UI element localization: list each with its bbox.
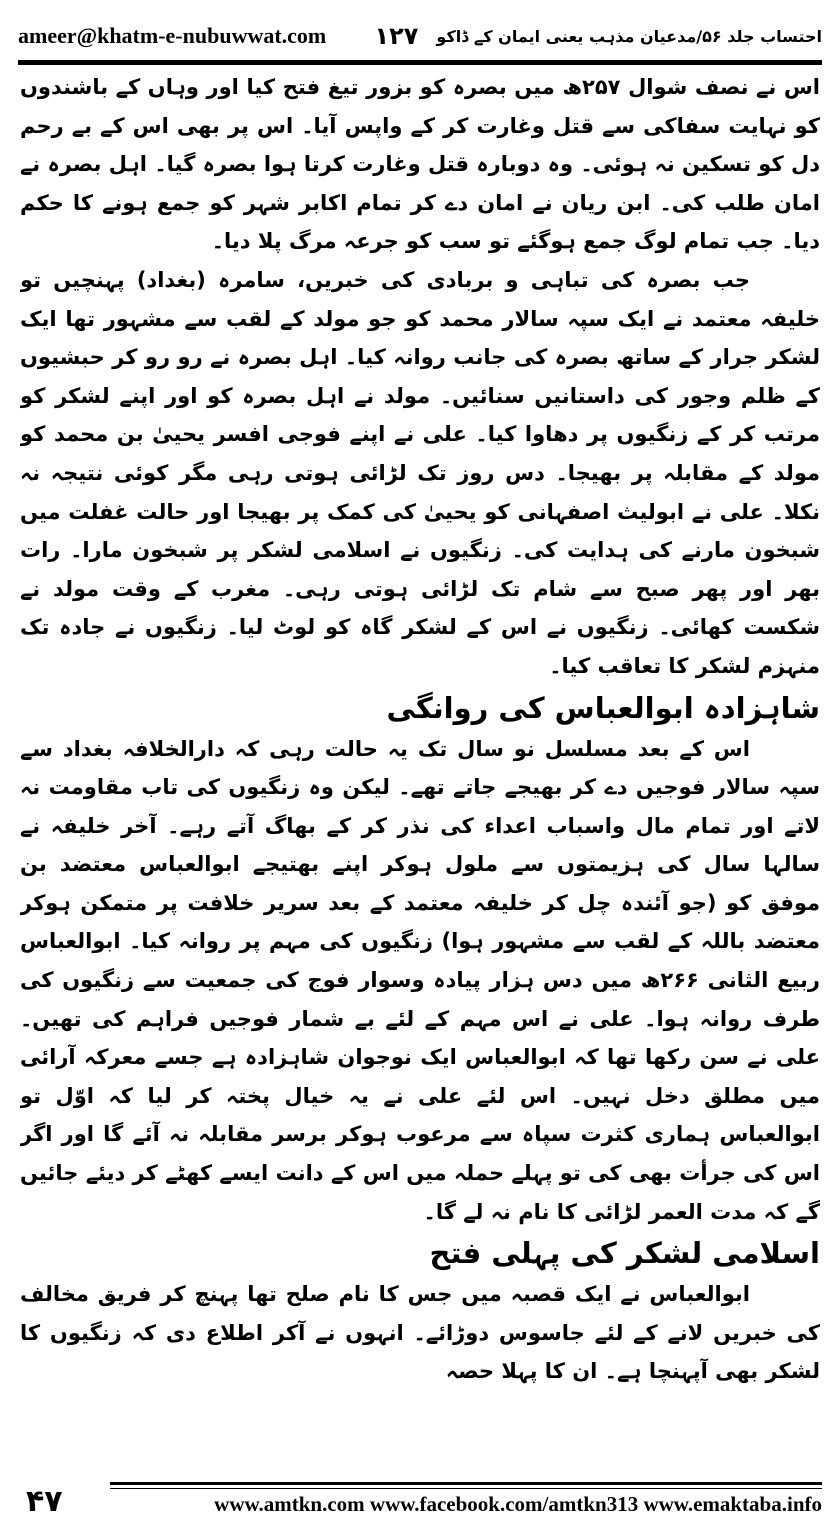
header-rule (18, 60, 822, 65)
paragraph-1: اس نے نصف شوال ۲۵۷ھ میں بصرہ کو بزور تیغ فتح کیا اور وہاں کے باشندوں کو نہایت سفاکی سے قتل وغارت کر کے واپس آیا۔ اس پر بھی اس کے بے رحم دل کو تسکین نہ ہوئی۔ وہ دوبارہ قتل وغارت کرتا ہوا بصرہ گیا۔ اہل بصرہ نے امان طلب کی۔ ابن ریان نے امان دے کر تمام اکابر شہر کو جمع ہونے کا حکم دیا۔ جب تمام لوگ جمع ہوگئے تو سب کو جرعہ مرگ پلا دیا۔ (20, 75, 820, 254)
header-email: ameer@khatm-e-nubuwwat.com (18, 23, 327, 48)
footer-rule-thick (110, 1482, 822, 1485)
section-heading-2: اسلامی لشکر کی پہلی فتح (429, 1236, 820, 1271)
section-heading-1: شاہزادہ ابوالعباس کی روانگی (386, 690, 820, 725)
footer-page-number: ۴۷ (26, 1484, 63, 1519)
paragraph-3: اس کے بعد مسلسل نو سال تک یہ حالت رہی کہ دارالخلافہ بغداد سے سپہ سالار فوجیں دے کر بھیجے جاتے تھے۔ لیکن وہ زنگیوں کی تاب مقاومت نہ لاتے اور تمام مال واسباب اعداء کی نذر کر کے بھاگ آتے رہے۔ آخر خلیفہ نے سالہا سال کی ہزیمتوں سے ملول ہوکر اپنے بھتیجے ابوالعباس معتضد بن موفق کو (جو آئندہ چل کر خلیفہ معتمد کے بعد سریر خلافت پر متمکن ہوکر معتضد باللہ کے لقب سے مشہور ہوا) زنگیوں کی مہم پر روانہ کیا۔ ابوالعباس ربیع الثانی ۲۶۶ھ میں دس ہزار پیادہ وسوار فوج کی جمعیت سے زنگیوں کی طرف روانہ ہوا۔ علی نے اس مہم کے لئے بے شمار فوجیں فراہم کی تھیں۔ علی نے سن رکھا تھا کہ ابوالعباس ایک نوجوان شاہزادہ ہے جسے معرکہ آرائی میں مطلق دخل نہیں۔ اس لئے علی نے یہ خیال پختہ کر لیا کہ اوّل تو ابوالعباس ہماری کثرت سپاہ سے مرعوب ہوکر برسر مقابلہ نہ آئے گا اور اگر اس کی جرأت بھی کی تو پہلے حملہ میں اس کے دانت ایسے کھٹے کر دیئے جائیں گے کہ مدت العمر لڑائی کا نام نہ لے گا۔ (20, 736, 820, 1224)
paragraph-2: جب بصرہ کی تباہی و بربادی کی خبریں، سامرہ (بغداد) پہنچیں تو خلیفہ معتمد نے ایک سپہ سالار محمد کو جو مولد کے لقب سے مشہور تھا ایک لشکر جرار کے ساتھ بصرہ کی جانب روانہ کیا۔ اہل بصرہ نے رو رو کر حبشیوں کے ظلم وجور کی داستانیں سنائیں۔ مولد نے اہل بصرہ کو اور اپنے لشکر کو مرتب کر کے زنگیوں پر دھاوا کیا۔ علی نے اپنے فوجی افسر یحییٰ بن محمد کو مولد کے مقابلہ پر بھیجا۔ دس روز تک لڑائی ہوتی رہی مگر کوئی نتیجہ نہ نکلا۔ علی نے ابولیث اصفہانی کو یحییٰ کی کمک پر بھیجا اور حالت غفلت میں شبخون مارنے کی ہدایت کی۔ زنگیوں نے اسلامی لشکر پر شبخون مارا۔ رات بھر اور پھر صبح سے شام تک لڑائی ہوتی رہی۔ مغرب کے وقت مولد نے شکست کھائی۔ زنگیوں نے اس کے لشکر گاہ کو لوٹ لیا۔ زنگیوں نے جادہ تک منہزم لشکر کا تعاقب کیا۔ (20, 267, 820, 678)
page-footer (18, 1482, 822, 1528)
page-header (18, 18, 822, 54)
paragraph-4: ابوالعباس نے ایک قصبہ میں جس کا نام صلح تھا پہنچ کر فریق مخالف کی خبریں لانے کے لئے جاسوس دوڑائے۔ انہوں نے آکر اطلاع دی کہ زنگیوں کا لشکر بھی آپہنچا ہے۔ ان کا پہلا حصہ (20, 1282, 820, 1384)
footer-links: www.amtkn.com www.facebook.com/amtkn313 www.emaktaba.info (214, 1492, 822, 1516)
footer-rule-thin (110, 1488, 822, 1489)
header-page-number: ۱۲۷ (374, 22, 419, 50)
header-right (374, 22, 822, 50)
article-body (20, 68, 820, 1448)
header-title: احتساب جلد ۵۶/مدعیان مذہب یعنی ایمان کے ڈاکو (436, 26, 822, 46)
